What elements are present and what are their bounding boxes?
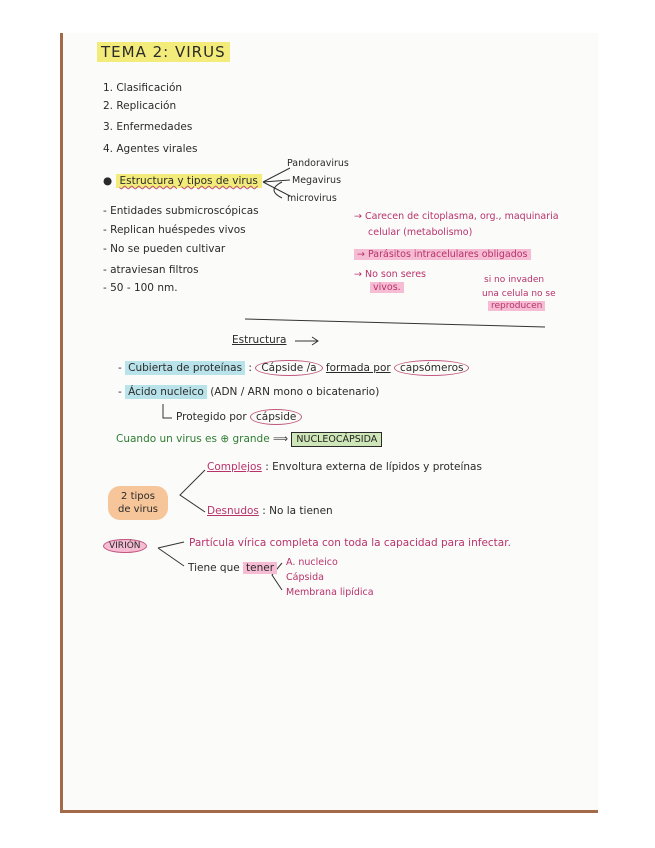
virion-part: A. nucleico	[286, 557, 338, 568]
feature-item: - Replican huéspedes vivos	[103, 224, 246, 236]
nucleocapsida-box: NUCLEOCÁPSIDA	[291, 432, 382, 447]
virus-type: Pandoravirus	[287, 158, 349, 169]
desnudos-desc: : No la tienen	[262, 505, 333, 517]
capside2-text: cápside	[250, 409, 302, 425]
estructura-tipos	[103, 175, 262, 188]
note-parasitos	[354, 248, 531, 261]
index-item: 3. Enfermedades	[103, 121, 193, 133]
note-vivos-text: vivos.	[370, 282, 404, 293]
arrow-icon: →	[354, 211, 362, 222]
acido-text: Ácido nucleico	[125, 385, 207, 399]
feature-item: - 50 - 100 nm.	[103, 282, 178, 294]
note-carecen	[354, 210, 559, 223]
note-reproducen-text: reproducen	[488, 301, 545, 311]
tipos-label-text: 2 tipos de virus	[108, 486, 168, 520]
dash: -	[118, 386, 126, 398]
note-carecen-text: Carecen de citoplasma, org., maquinaria	[365, 211, 559, 222]
capsomeros-text: capsómeros	[394, 360, 469, 376]
note-parasitos-text: → Parásitos intracelulares obligados	[354, 249, 531, 260]
feature-item: - No se pueden cultivar	[103, 243, 226, 255]
double-arrow-icon: ⟹	[273, 433, 289, 445]
note-reproducen	[488, 300, 545, 313]
index-item: 1. Clasificación	[103, 82, 183, 94]
cuando-text: Cuando un virus es ⊕ grande	[116, 433, 270, 445]
cuando-line	[116, 433, 382, 446]
dash: -	[118, 362, 126, 374]
formada-text: formada por	[325, 362, 391, 374]
virion-part: Cápsida	[286, 572, 324, 583]
complejos-desc: : Envoltura externa de lípidos y proteínas	[265, 461, 482, 473]
feature-item: - Entidades submicroscópicas	[103, 205, 259, 217]
tiene-line	[188, 562, 277, 575]
page-title	[97, 43, 230, 61]
index-item: 2. Replicación	[103, 100, 177, 112]
note-celula: una celula no se	[482, 289, 556, 299]
virion-def: Partícula vírica completa con toda la capacidad para infectar.	[189, 537, 511, 549]
estructura-tipos-label: Estructura y tipos de virus	[116, 174, 262, 188]
note-no-seres: → No son seres	[354, 269, 427, 280]
tiene-text: Tiene que	[188, 562, 240, 574]
feature-item: - atraviesan filtros	[103, 264, 199, 276]
protegido-line	[176, 411, 302, 424]
virion-label	[103, 540, 147, 553]
note-metabolismo: celular (metabolismo)	[368, 227, 473, 238]
acido-rest: (ADN / ARN mono o bicatenario)	[210, 386, 380, 398]
tipos-label	[108, 486, 168, 520]
index-item: 4. Agentes virales	[103, 143, 198, 155]
page-title-text: TEMA 2: VIRUS	[97, 42, 230, 62]
note-vivos	[370, 281, 404, 294]
virion-label-text: VIRIÓN	[103, 539, 147, 553]
cubierta-text: Cubierta de proteínas	[125, 361, 245, 375]
acido-line	[118, 386, 379, 399]
virus-type: microvirus	[287, 193, 337, 204]
virus-type: Megavirus	[292, 175, 342, 186]
protegido-text: Protegido por	[176, 411, 247, 423]
complejos-text: Complejos	[207, 461, 262, 473]
note-invaden: si no invaden	[484, 275, 545, 285]
tener-text: tener	[243, 562, 277, 574]
capside-text: Cápside /a	[255, 360, 322, 376]
cubierta-line: - Cubierta de proteínas : Cápside /a formada por capsómeros	[118, 362, 469, 375]
bullet-icon: ●	[103, 175, 113, 187]
complejos-line	[207, 461, 482, 474]
desnudos-text: Desnudos	[207, 505, 259, 517]
virion-part: Membrana lipídica	[286, 587, 374, 598]
estructura-heading: Estructura	[232, 334, 287, 346]
desnudos-line	[207, 505, 333, 518]
